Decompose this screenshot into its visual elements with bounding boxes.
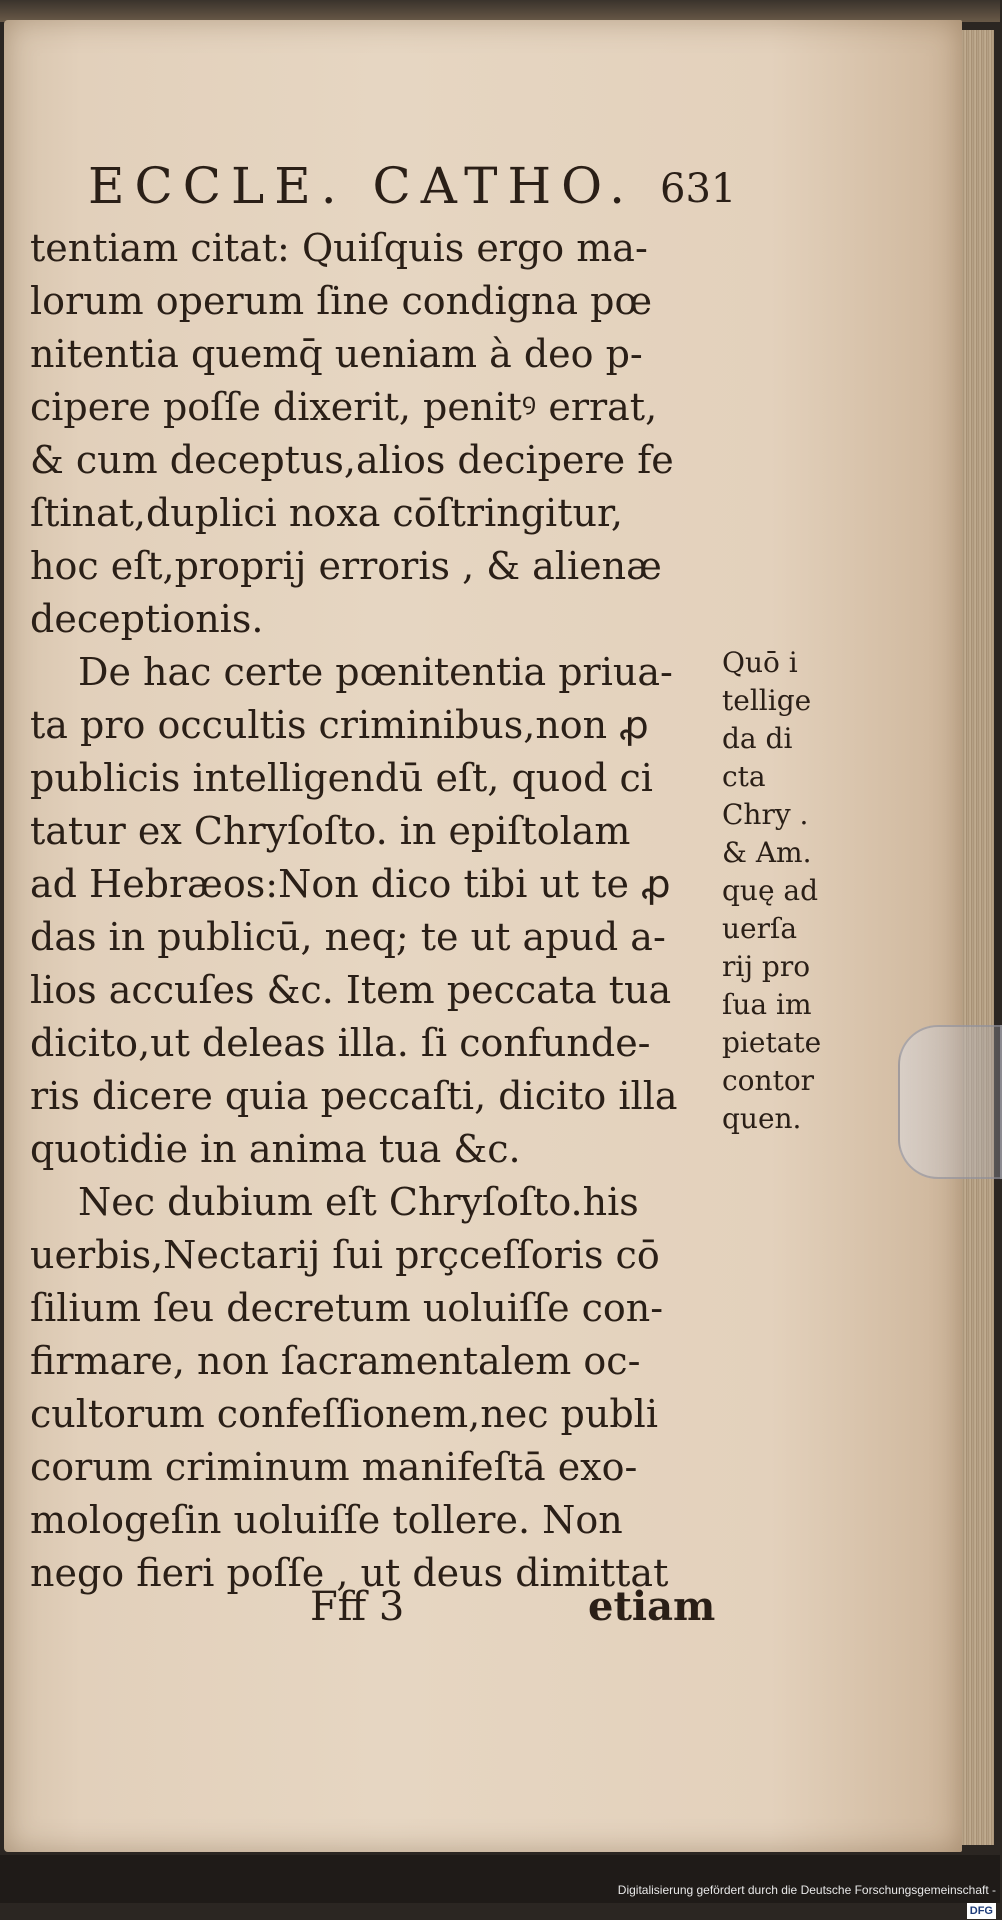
- digitization-credit: [600, 1880, 996, 1917]
- text-line: ta pro occultis criminibus,non ꝓ: [30, 703, 649, 747]
- text-line: nego fieri poſſe , ut deus dimittat: [30, 1551, 669, 1595]
- text-line: dicito,ut deleas illa. ſi confunde-: [30, 1021, 651, 1065]
- text-line: ſilium ſeu decretum uoluiſſe con-: [30, 1286, 664, 1330]
- text-line: firmare, non ſacramentalem oc-: [30, 1339, 641, 1383]
- text-line: lios accuſes &c. Item peccata tua: [30, 968, 672, 1012]
- text-line: uerbis,Nectarij ſui prçceſſoris cō: [30, 1233, 660, 1277]
- running-head: [88, 156, 768, 216]
- credit-text: Digitalisierung gefördert durch die Deutsche Forschungsgemeinschaft -: [617, 1883, 996, 1897]
- margin-note-line: Chry .: [722, 798, 809, 831]
- text-line: cultorum confeſſionem,nec publi: [30, 1392, 658, 1436]
- text-line: ad Hebræos:Non dico tibi ut te ꝓ: [30, 862, 671, 906]
- text-line: mologeſin uoluiſſe tollere. Non: [30, 1498, 623, 1542]
- margin-note-line: quen.: [722, 1102, 802, 1135]
- signature-mark: Fff 3: [310, 1584, 405, 1630]
- page-number: 631: [660, 166, 737, 212]
- running-head-title: ECCLE. CATHO.: [88, 157, 636, 215]
- text-line: & cum deceptus,alios decipere fe: [30, 438, 674, 482]
- text-line: lorum operum ſine condigna pœ: [30, 279, 653, 323]
- margin-note-line: quę ad: [722, 874, 819, 907]
- body-text: [30, 222, 720, 1600]
- margin-note-line: Quō i: [722, 646, 798, 679]
- text-line: cipere poſſe dixerit, penitꝰ errat,: [30, 385, 658, 429]
- paragraph-start-line: Nec dubium eſt Chryſoſto.his: [78, 1180, 639, 1224]
- text-line: ſtinat,duplici noxa cōſtringitur,: [30, 491, 624, 535]
- text-line: hoc eſt,proprij erroris , & alienæ: [30, 544, 662, 588]
- dfg-logo: DFG: [967, 1903, 996, 1919]
- margin-note-line: pietate: [722, 1026, 822, 1059]
- text-line: deceptionis.: [30, 597, 264, 641]
- text-line: ris dicere quia peccaſti, dicito illa: [30, 1074, 678, 1118]
- text-line: tatur ex Chryſoſto. in epiſtolam: [30, 809, 631, 853]
- margin-note-line: uerſa: [722, 912, 798, 945]
- text-line: das in publicū, neq; te ut apud a-: [30, 915, 666, 959]
- book-fore-edge: [962, 30, 994, 1845]
- text-line: nitentia quemq̄ ueniam à deo p-: [30, 332, 643, 376]
- text-line: corum criminum manifeſtā exo-: [30, 1445, 638, 1489]
- margin-note-line: ſua im: [722, 988, 812, 1021]
- margin-note-line: & Am.: [722, 836, 812, 869]
- text-line: publicis intelligendū eſt, quod ci: [30, 756, 653, 800]
- margin-note-line: tellige: [722, 684, 812, 717]
- text-line: quotidie in anima tua &c.: [30, 1127, 521, 1171]
- marginal-note: [722, 644, 852, 1138]
- margin-note-line: rij pro: [722, 950, 811, 983]
- catchword: etiam: [588, 1583, 716, 1630]
- book-top-edge: [0, 0, 1000, 22]
- page-clip: [898, 1025, 1002, 1179]
- margin-note-line: cta: [722, 760, 766, 793]
- margin-note-line: contor: [722, 1064, 815, 1097]
- text-line: tentiam citat: Quiſquis ergo ma-: [30, 226, 648, 270]
- margin-note-line: da di: [722, 722, 793, 755]
- paragraph-start-line: De hac certe pœnitentia priua-: [78, 650, 673, 694]
